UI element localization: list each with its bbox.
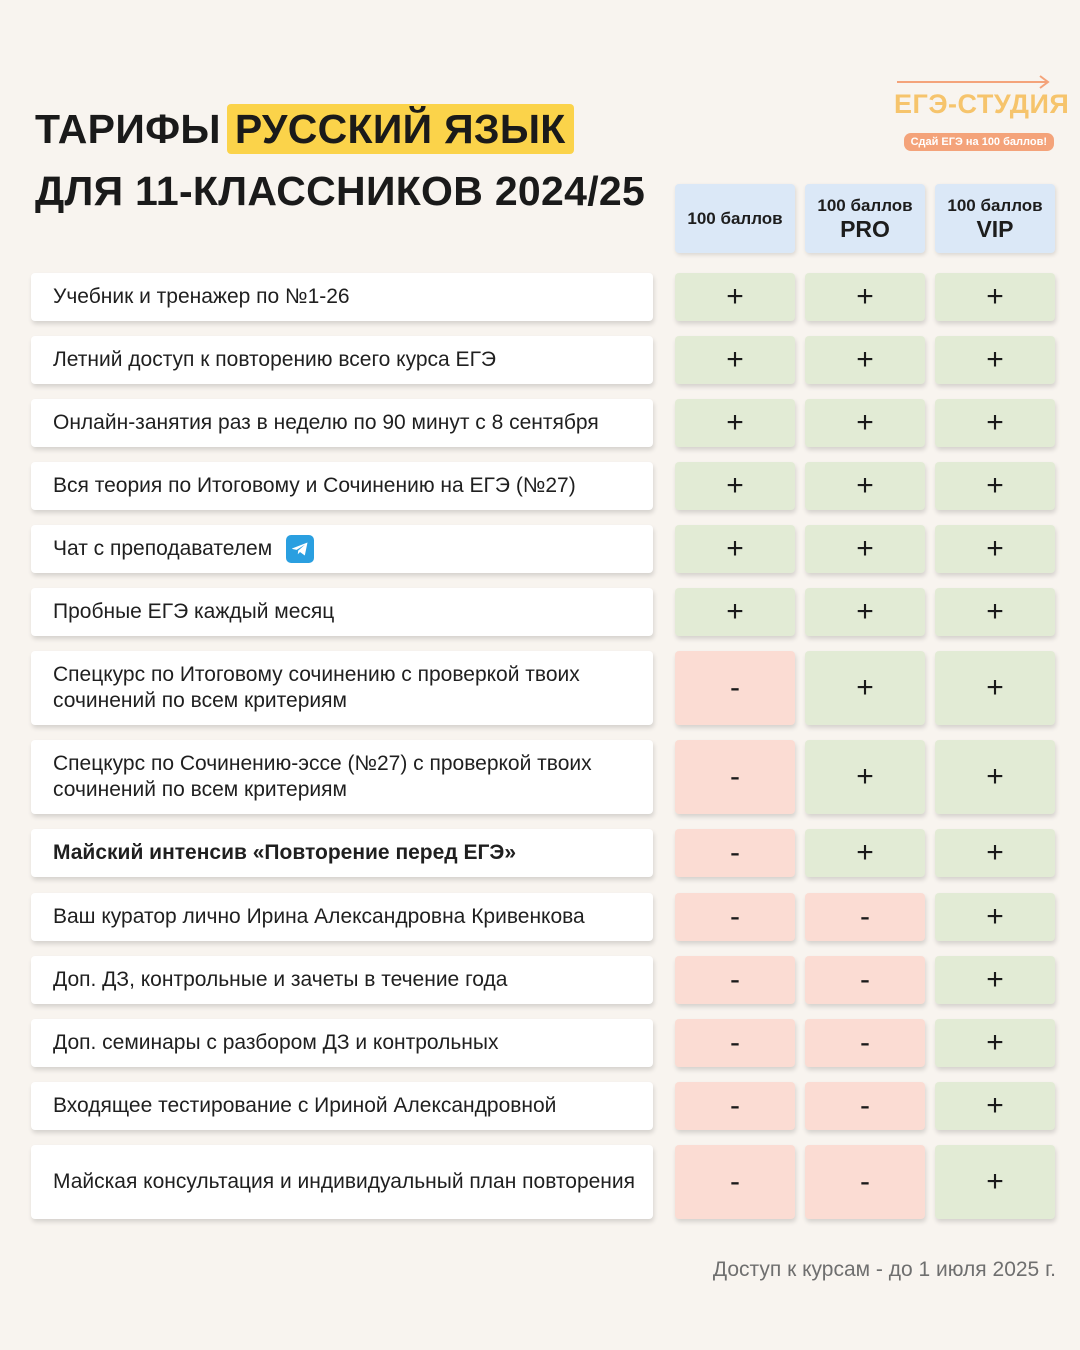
feature-label: Учебник и тренажер по №1-26 [53,285,350,308]
cell-mark: - [860,900,870,933]
cell-mark: + [986,1089,1004,1122]
feature-label: Входящее тестирование с Ириной Александровной [53,1094,557,1117]
cell-mark: + [986,1165,1004,1198]
cell-mark: + [856,469,874,502]
cell-mark: + [856,836,874,869]
feature-label: Доп. ДЗ, контрольные и зачеты в течение года [53,968,508,991]
access-note: Доступ к курсам - до 1 июля 2025 г. [712,1258,1056,1281]
included-cell [805,399,925,447]
cell-mark: + [986,760,1004,793]
brand-logo [891,75,1070,155]
included-cell [805,651,925,725]
feature-label: Ваш куратор лично Ирина Александровна Кривенкова [53,905,585,928]
included-cell [805,829,925,877]
title-prefix: ТАРИФЫ [35,106,221,152]
included-cell [675,462,795,510]
feature-row-label [31,1082,653,1130]
cell-mark: + [856,406,874,439]
feature-row-label [31,956,653,1004]
included-cell [935,1082,1055,1130]
cell-mark: + [986,469,1004,502]
feature-row-label [31,1019,653,1067]
cell-mark: + [986,343,1004,376]
arrow-icon [895,75,1055,89]
cell-mark: - [730,1165,740,1198]
page-subtitle: ДЛЯ 11-КЛАССНИКОВ 2024/25 [35,168,646,214]
included-cell [805,525,925,573]
feature-row-label [31,273,653,321]
plan-name: 100 баллов [687,208,783,228]
feature-row-label [31,462,653,510]
plan-header-vip [935,184,1055,253]
plan-tier: VIP [976,215,1014,242]
cell-mark: + [726,280,744,313]
included-cell [675,525,795,573]
not-included-cell [675,956,795,1004]
feature-row-label [31,336,653,384]
feature-row-label [31,588,653,636]
included-cell [935,1019,1055,1067]
included-cell [935,956,1055,1004]
not-included-cell [805,956,925,1004]
page-title [35,104,574,154]
cell-mark: + [986,1026,1004,1059]
included-cell [935,893,1055,941]
not-included-cell [805,893,925,941]
plan-tier: PRO [840,215,890,242]
feature-row-label [31,651,653,725]
included-cell [935,273,1055,321]
logo-name: ЕГЭ-СТУДИЯ [894,89,1070,119]
cell-mark: - [860,1165,870,1198]
not-included-cell [675,740,795,814]
cell-mark: - [860,1026,870,1059]
included-cell [935,651,1055,725]
included-cell [935,399,1055,447]
cell-mark: + [726,595,744,628]
cell-mark: + [986,280,1004,313]
cell-mark: - [730,671,740,704]
cell-mark: + [986,671,1004,704]
included-cell [805,462,925,510]
cell-mark: + [856,343,874,376]
feature-row-label [31,829,653,877]
cell-mark: - [860,1089,870,1122]
cell-mark: + [986,900,1004,933]
feature-row-label [31,525,653,573]
cell-mark: + [856,532,874,565]
cell-mark: - [730,900,740,933]
not-included-cell [675,1019,795,1067]
not-included-cell [675,1145,795,1219]
feature-label: Майский интенсив «Повторение перед ЕГЭ» [53,841,517,864]
plan-name: 100 баллов [947,195,1043,215]
not-included-cell [805,1145,925,1219]
feature-label: Онлайн-занятия раз в неделю по 90 минут с 8 сентября [53,411,599,434]
cell-mark: + [726,343,744,376]
included-cell [935,462,1055,510]
feature-label: Чат с преподавателем [53,537,273,560]
cell-mark: + [986,836,1004,869]
plan-header-basic [675,184,795,253]
feature-label: Майская консультация и индивидуальный план повторения [53,1170,636,1193]
not-included-cell [675,829,795,877]
cell-mark: - [730,1026,740,1059]
not-included-cell [805,1019,925,1067]
feature-label: Пробные ЕГЭ каждый месяц [53,600,335,623]
feature-row-label [31,399,653,447]
cell-mark: - [730,963,740,996]
cell-mark: - [730,760,740,793]
included-cell [935,740,1055,814]
not-included-cell [675,651,795,725]
included-cell [935,1145,1055,1219]
title-highlight: РУССКИЙ ЯЗЫК [227,104,574,154]
not-included-cell [805,1082,925,1130]
cell-mark: + [726,469,744,502]
feature-label: Спецкурс по Сочинению-эссе (№27) с проверкой твоих сочинений по всем критериям [53,752,592,801]
feature-row-label [31,740,653,814]
included-cell [935,829,1055,877]
feature-label: Летний доступ к повторению всего курса ЕГЭ [53,348,497,371]
included-cell [675,399,795,447]
cell-mark: + [856,760,874,793]
included-cell [675,336,795,384]
included-cell [805,273,925,321]
included-cell [935,336,1055,384]
not-included-cell [675,893,795,941]
cell-mark: - [730,1089,740,1122]
cell-mark: + [726,406,744,439]
cell-mark: + [856,671,874,704]
cell-mark: - [730,836,740,869]
feature-row-label [31,893,653,941]
cell-mark: + [986,595,1004,628]
cell-mark: + [856,280,874,313]
plan-name: 100 баллов [817,195,913,215]
cell-mark: + [986,406,1004,439]
feature-label: Вся теория по Итоговому и Сочинению на ЕГЭ (№27) [53,474,576,497]
included-cell [935,588,1055,636]
included-cell [805,336,925,384]
plan-header-pro [805,184,925,253]
logo-tagline: Сдай ЕГЭ на 100 баллов! [904,133,1054,151]
telegram-icon [286,535,314,563]
included-cell [935,525,1055,573]
included-cell [675,273,795,321]
cell-mark: + [726,532,744,565]
not-included-cell [675,1082,795,1130]
feature-label: Спецкурс по Итоговому сочинению с проверкой твоих сочинений по всем критериям [53,663,580,712]
feature-row-label [31,1145,653,1219]
included-cell [805,588,925,636]
cell-mark: + [986,963,1004,996]
feature-label: Доп. семинары с разбором ДЗ и контрольных [53,1031,499,1054]
included-cell [675,588,795,636]
cell-mark: + [986,532,1004,565]
included-cell [805,740,925,814]
cell-mark: - [860,963,870,996]
cell-mark: + [856,595,874,628]
